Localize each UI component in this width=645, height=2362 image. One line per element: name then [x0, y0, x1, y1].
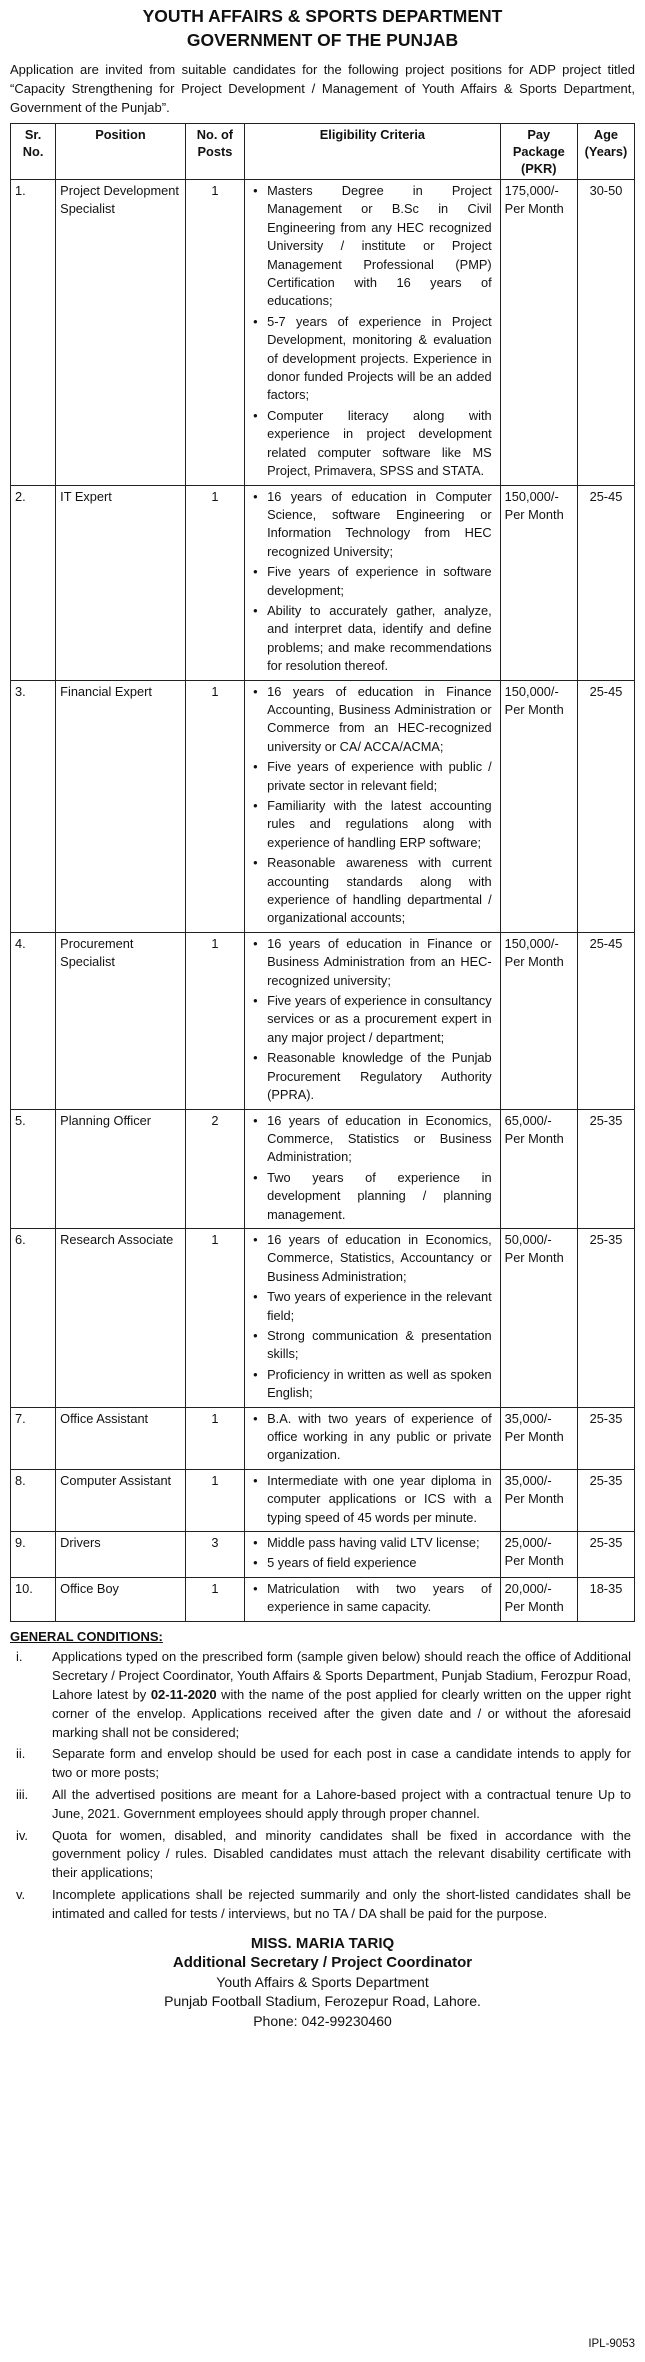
cell-sr: 2.: [11, 485, 56, 680]
header-age: Age (Years): [577, 124, 634, 180]
cell-age: 25-35: [577, 1109, 634, 1228]
cell-posts: 1: [185, 680, 244, 932]
header-pay: Pay Package (PKR): [500, 124, 577, 180]
cell-criteria: [245, 932, 501, 1109]
cell-posts: 1: [185, 1469, 244, 1531]
criteria-list: [249, 935, 496, 1105]
table-row: [11, 1577, 635, 1621]
table-header-row: [11, 124, 635, 180]
criteria-list: [249, 1410, 496, 1465]
department-title: YOUTH AFFAIRS & SPORTS DEPARTMENT: [142, 6, 503, 26]
condition-number: iii.: [16, 1787, 29, 1803]
cell-sr: 10.: [11, 1577, 56, 1621]
condition-text-part: Applications typed on the prescribed form (sample given below) should reach the office of Additional Secretary / Project Coordinator, Youth Affairs & Sports Department, Punjab Stadium, Ferozpur Road, Lahore latest by: [52, 1649, 631, 1703]
cell-posts: 1: [185, 485, 244, 680]
criteria-item: • Reasonable awareness with current accounting standards along with experience of handling departmental / organizational accounts;: [267, 854, 492, 928]
criteria-item: • B.A. with two years of experience of office working in any public or private organization.: [267, 1410, 492, 1465]
cell-pay: 175,000/- Per Month: [500, 180, 577, 486]
criteria-list: [249, 683, 496, 928]
cell-posts: 1: [185, 1577, 244, 1621]
table-row: [11, 180, 635, 486]
cell-posts: 3: [185, 1532, 244, 1578]
cell-criteria: [245, 1228, 501, 1407]
cell-sr: 4.: [11, 932, 56, 1109]
header-sr: Sr. No.: [11, 124, 56, 180]
cell-pay: 50,000/- Per Month: [500, 1228, 577, 1407]
condition-item: [10, 1827, 635, 1883]
criteria-list: [249, 1472, 496, 1527]
cell-sr: 8.: [11, 1469, 56, 1531]
condition-text-part: Separate form and envelop should be used for each post in case a candidate intends to apply for two or more posts;: [52, 1746, 631, 1781]
criteria-list: [249, 1534, 496, 1573]
cell-position: Computer Assistant: [56, 1469, 186, 1531]
condition-text-part: Incomplete applications shall be rejected summarily and only the short-listed candidates shall be intimated and called for tests / interviews, but no TA / DA shall be paid for the purpose.: [52, 1887, 631, 1921]
officer-name: MISS. MARIA TARIQ: [250, 1934, 395, 1952]
cell-posts: 1: [185, 180, 244, 486]
criteria-item: • 16 years of education in Computer Science, software Engineering or Information Technology from HEC recognized University;: [267, 488, 492, 562]
cell-age: 25-35: [577, 1407, 634, 1469]
cell-pay: 25,000/- Per Month: [500, 1532, 577, 1578]
cell-criteria: [245, 1109, 501, 1228]
government-title: GOVERNMENT OF THE PUNJAB: [186, 30, 459, 50]
office-phone: Phone: 042-99230460: [253, 2012, 392, 2029]
cell-criteria: [245, 180, 501, 486]
cell-pay: 35,000/- Per Month: [500, 1407, 577, 1469]
condition-text: [52, 1745, 635, 1783]
condition-item: [10, 1786, 635, 1824]
condition-text: [52, 1786, 635, 1824]
condition-item: [10, 1745, 635, 1783]
table-body: [11, 180, 635, 1622]
cell-age: 25-35: [577, 1228, 634, 1407]
cell-sr: 5.: [11, 1109, 56, 1228]
condition-text-part: with the name of the post applied for clearly written on the upper right corner of the envelop. Applications received after the given date and / or without the aforesaid marking shall not be considered;: [52, 1687, 632, 1740]
condition-text: [52, 1648, 635, 1742]
cell-posts: 1: [185, 1407, 244, 1469]
cell-sr: 3.: [11, 680, 56, 932]
cell-age: 25-35: [577, 1469, 634, 1531]
table-row: [11, 1109, 635, 1228]
cell-criteria: [245, 1577, 501, 1621]
cell-age: 25-35: [577, 1532, 634, 1578]
criteria-item: • Two years of experience in development planning / planning management.: [267, 1169, 492, 1224]
cell-pay: 150,000/- Per Month: [500, 932, 577, 1109]
cell-age: 18-35: [577, 1577, 634, 1621]
general-conditions-title: GENERAL CONDITIONS:: [10, 1628, 163, 1644]
cell-posts: 1: [185, 932, 244, 1109]
criteria-item: • 16 years of education in Finance or Business Administration from an HEC-recognized university;: [267, 935, 492, 990]
criteria-list: [249, 488, 496, 676]
table-row: [11, 680, 635, 932]
conditions-list: [10, 1648, 635, 1923]
deadline-date: 02-11-2020: [150, 1687, 217, 1703]
condition-number: v.: [16, 1887, 26, 1903]
criteria-list: [249, 182, 496, 481]
table-row: [11, 485, 635, 680]
cell-age: 25-45: [577, 680, 634, 932]
cell-sr: 1.: [11, 180, 56, 486]
criteria-item: • 5 years of field experience: [267, 1554, 492, 1572]
criteria-item: • Masters Degree in Project Management or B.Sc in Civil Engineering from any HEC recognized University / institute or Project Management Professional (PMP) Certification with 16 years of educations;: [267, 182, 492, 311]
criteria-item: • Ability to accurately gather, analyze, and interpret data, identify and define problems; and make recommendations for resolution thereof.: [267, 602, 492, 676]
cell-pay: 35,000/- Per Month: [500, 1469, 577, 1531]
cell-age: 25-45: [577, 932, 634, 1109]
condition-text-part: All the advertised positions are meant for a Lahore-based project with a contractual tenure Up to June, 2021. Government employees should apply through proper channel.: [52, 1787, 631, 1821]
cell-criteria: [245, 1407, 501, 1469]
cell-position: Office Assistant: [56, 1407, 186, 1469]
criteria-item: • 16 years of education in Economics, Commerce, Statistics or Business Administration;: [267, 1112, 492, 1167]
cell-posts: 1: [185, 1228, 244, 1407]
header: [10, 4, 635, 52]
criteria-item: • Five years of experience with public / private sector in relevant field;: [267, 758, 492, 795]
condition-item: [10, 1648, 635, 1742]
condition-text: [52, 1886, 635, 1924]
header-criteria: Eligibility Criteria: [245, 124, 501, 180]
header-posts: No. of Posts: [185, 124, 244, 180]
cell-criteria: [245, 1469, 501, 1531]
criteria-item: • 5-7 years of experience in Project Development, monitoring & evaluation of development projects. Experience in donor funded Projects will be an added factors;: [267, 313, 492, 405]
criteria-item: • Middle pass having valid LTV license;: [267, 1534, 492, 1552]
criteria-item: • Computer literacy along with experience in project development related computer software like MS Project, Primavera, SPSS and STATA.: [267, 407, 492, 481]
cell-pay: 20,000/- Per Month: [500, 1577, 577, 1621]
criteria-item: • Five years of experience in consultancy services or as a procurement expert in any major project / department;: [267, 992, 492, 1047]
officer-department: Youth Affairs & Sports Department: [216, 1973, 429, 1990]
condition-item: [10, 1886, 635, 1924]
cell-position: Office Boy: [56, 1577, 186, 1621]
criteria-item: • Reasonable knowledge of the Punjab Procurement Regulatory Authority (PPRA).: [267, 1049, 492, 1104]
criteria-item: • Proficiency in written as well as spoken English;: [267, 1366, 492, 1403]
cell-age: 25-45: [577, 485, 634, 680]
table-row: [11, 1469, 635, 1531]
cell-sr: 6.: [11, 1228, 56, 1407]
table-row: [11, 932, 635, 1109]
cell-position: Research Associate: [56, 1228, 186, 1407]
criteria-item: • Strong communication & presentation skills;: [267, 1327, 492, 1364]
cell-age: 30-50: [577, 180, 634, 486]
criteria-item: • Two years of experience in the relevant field;: [267, 1288, 492, 1325]
table-row: [11, 1532, 635, 1578]
cell-criteria: [245, 680, 501, 932]
header-position: Position: [56, 124, 186, 180]
positions-table: [10, 123, 635, 1622]
condition-number: iv.: [16, 1827, 29, 1843]
cell-position: Financial Expert: [56, 680, 186, 932]
criteria-item: • Intermediate with one year diploma in computer applications or ICS with a typing speed of 45 words per minute.: [267, 1472, 492, 1527]
criteria-list: [249, 1112, 496, 1224]
cell-position: Planning Officer: [56, 1109, 186, 1228]
office-address: Punjab Football Stadium, Ferozepur Road, Lahore.: [164, 1993, 481, 2010]
criteria-list: [249, 1231, 496, 1403]
criteria-item: • Matriculation with two years of experience in same capacity.: [267, 1580, 492, 1617]
condition-number: ii.: [16, 1746, 26, 1762]
cell-position: Drivers: [56, 1532, 186, 1578]
cell-pay: 65,000/- Per Month: [500, 1109, 577, 1228]
cell-position: IT Expert: [56, 485, 186, 680]
cell-sr: 9.: [11, 1532, 56, 1578]
criteria-item: • Five years of experience in software development;: [267, 563, 492, 600]
cell-criteria: [245, 485, 501, 680]
general-conditions: [10, 1628, 635, 1924]
cell-posts: 2: [185, 1109, 244, 1228]
table-row: [11, 1407, 635, 1469]
criteria-item: • Familiarity with the latest accounting rules and regulations along with experience of handling ERP software;: [267, 797, 492, 852]
cell-criteria: [245, 1532, 501, 1578]
criteria-list: [249, 1580, 496, 1617]
condition-number: i.: [16, 1649, 23, 1665]
intro-paragraph: Application are invited from suitable candidates for the following project positions for ADP project titled “Capacity Strengthening for Project Development / Management of Youth Affairs & Sports Department, Government of the Punjab”.: [10, 62, 635, 115]
cell-pay: 150,000/- Per Month: [500, 485, 577, 680]
condition-text-part: Quota for women, disabled, and minority candidates shall be fixed in accordance with the government policy / rules. Disabled candidates must attach the relevant disability certificate with their applications;: [52, 1827, 631, 1881]
criteria-item: • 16 years of education in Finance Accounting, Business Administration or Commerce from an HEC-recognized university or CA/ ACCA/ACMA;: [267, 683, 492, 757]
cell-pay: 150,000/- Per Month: [500, 680, 577, 932]
cell-position: Procurement Specialist: [56, 932, 186, 1109]
cell-sr: 7.: [11, 1407, 56, 1469]
reference-number: IPL-9053: [588, 2338, 635, 2350]
criteria-item: • 16 years of education in Economics, Commerce, Statistics, Accountancy or Business Administration;: [267, 1231, 492, 1286]
signature-block: [10, 1934, 635, 2032]
cell-position: Project Development Specialist: [56, 180, 186, 486]
condition-text: [52, 1827, 635, 1883]
table-row: [11, 1228, 635, 1407]
officer-designation: Additional Secretary / Project Coordinator: [172, 1954, 473, 1972]
